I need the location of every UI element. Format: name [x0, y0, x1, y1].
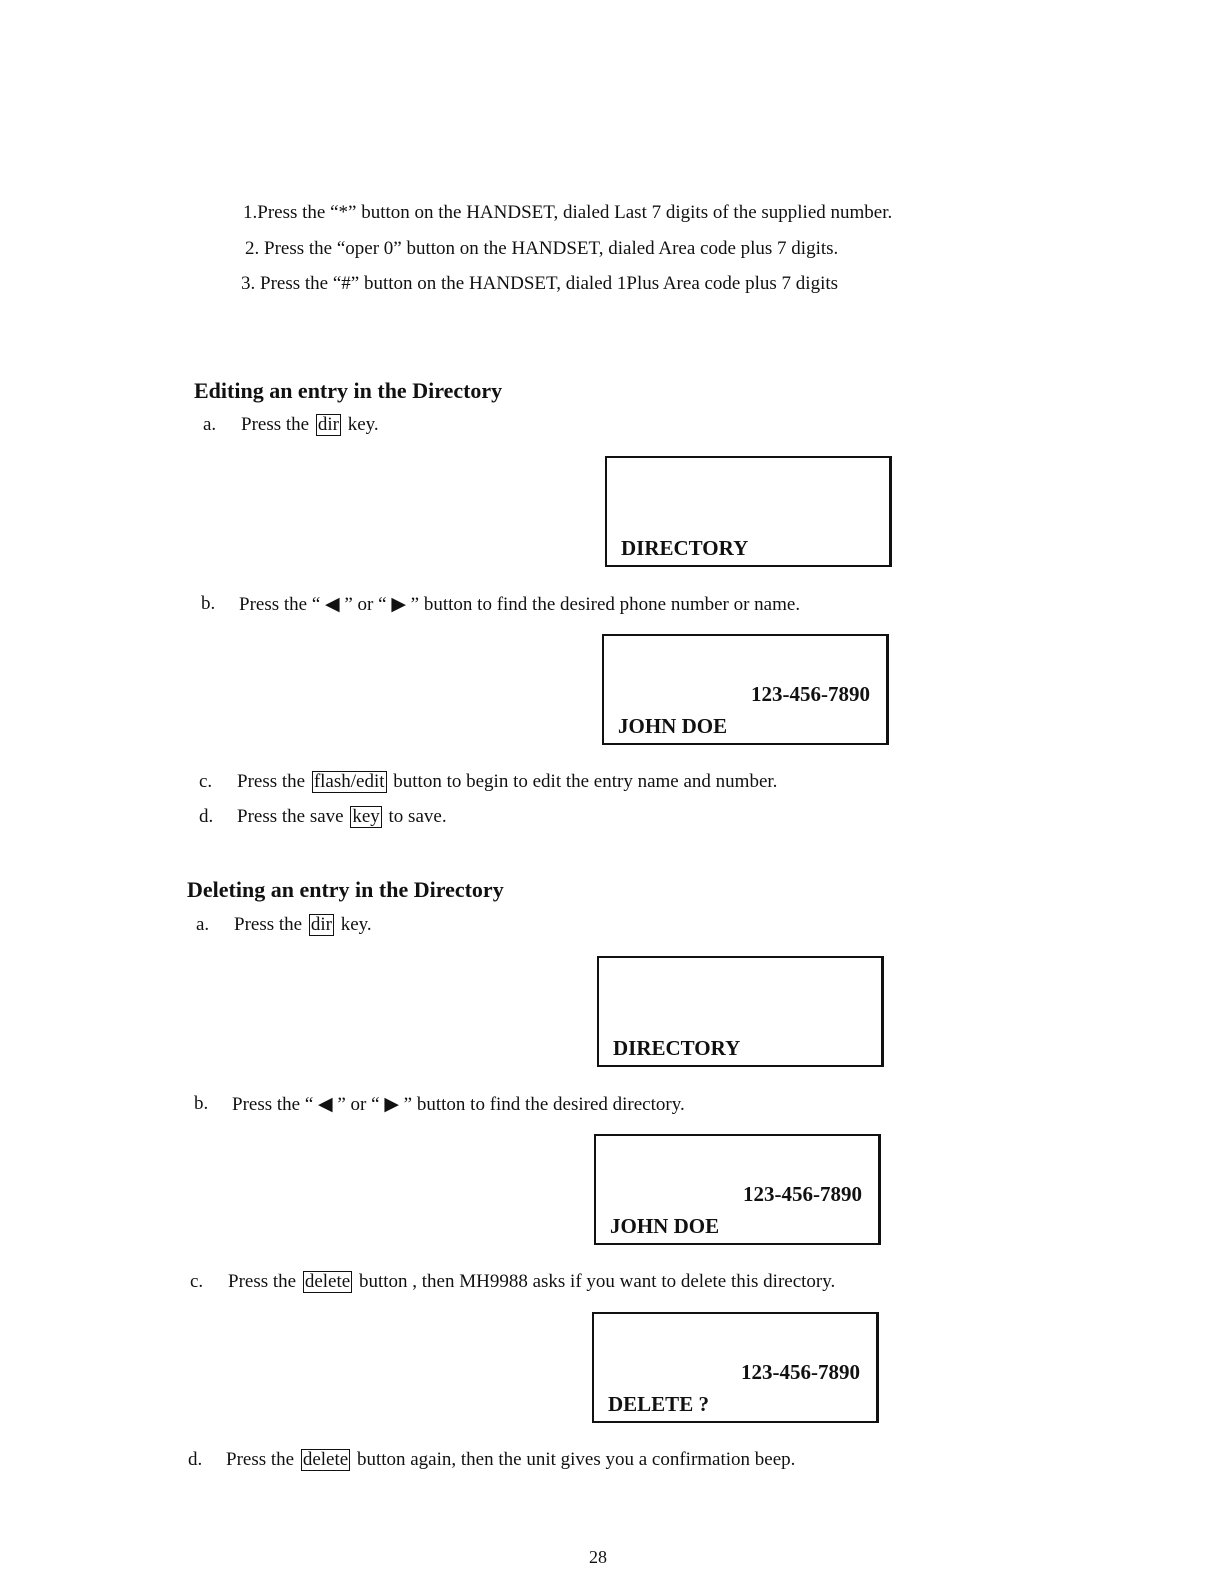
editing-step-c	[199, 771, 899, 795]
step-text-post: button again, then the unit gives you a confirmation beep.	[352, 1449, 796, 1470]
lcd-display-entry	[594, 1134, 881, 1245]
step-text-post: button to begin to edit the entry name and number.	[388, 771, 778, 792]
step-text-pre: Press the save	[237, 806, 349, 827]
step-text-pre: Press the	[234, 914, 307, 935]
lcd-line-2: DELETE ?	[608, 1392, 709, 1416]
editing-step-b	[201, 593, 901, 617]
step-marker: b.	[194, 1093, 209, 1114]
deleting-step-b	[194, 1093, 894, 1117]
lcd-line-2: DIRECTORY	[613, 1036, 741, 1060]
step-text: Press the “ ◀ ” or “ ▶ ” button to find the desired directory.	[232, 1094, 685, 1115]
lcd-line-2: JOHN DOE	[610, 1214, 720, 1238]
step-marker: d.	[199, 806, 214, 827]
lcd-display-entry	[602, 634, 889, 745]
lcd-line-1: 123-456-7890	[741, 1360, 860, 1384]
step-marker: a.	[203, 414, 217, 435]
step-text-post: to save.	[383, 806, 447, 827]
lcd-display-delete-prompt	[592, 1312, 879, 1423]
step-text-pre: Press the	[228, 1271, 301, 1292]
intro-step-2: 2. Press the “oper 0” button on the HANDSET, dialed Area code plus 7 digits.	[245, 238, 839, 259]
editing-step-d	[199, 806, 899, 830]
delete-key: delete	[304, 1271, 351, 1292]
deleting-step-c	[190, 1271, 910, 1295]
page-number: 28	[589, 1547, 607, 1567]
editing-step-a	[203, 414, 903, 438]
step-text-post: button , then MH9988 asks if you want to delete this directory.	[354, 1271, 836, 1292]
lcd-line-1: 123-456-7890	[751, 682, 870, 706]
intro-step-3: 3. Press the “#” button on the HANDSET, dialed 1Plus Area code plus 7 digits	[241, 273, 839, 294]
lcd-display-directory	[605, 456, 892, 567]
lcd-display-directory	[597, 956, 884, 1067]
step-marker: b.	[201, 593, 216, 614]
delete-key: delete	[302, 1449, 349, 1470]
dir-key: dir	[317, 414, 339, 435]
step-text: Press the “ ◀ ” or “ ▶ ” button to find the desired phone number or name.	[239, 594, 801, 615]
step-marker: c.	[190, 1271, 204, 1292]
step-text-pre: Press the	[226, 1449, 299, 1470]
step-marker: c.	[199, 771, 213, 792]
deleting-heading: Deleting an entry in the Directory	[187, 877, 504, 902]
deleting-step-a	[196, 914, 896, 938]
lcd-line-2: DIRECTORY	[621, 536, 749, 560]
lcd-line-1: 123-456-7890	[743, 1182, 862, 1206]
step-text-pre: Press the	[237, 771, 310, 792]
save-key: key	[352, 806, 380, 827]
step-text-post: key.	[342, 414, 379, 435]
lcd-line-2: JOHN DOE	[618, 714, 728, 738]
intro-step-1: 1.Press the “*” button on the HANDSET, dialed Last 7 digits of the supplied number.	[243, 202, 893, 223]
flash-edit-key: flash/edit	[313, 771, 385, 792]
editing-heading: Editing an entry in the Directory	[194, 378, 503, 403]
step-marker: a.	[196, 914, 210, 935]
step-marker: d.	[188, 1449, 203, 1470]
step-text-post: key.	[335, 914, 372, 935]
deleting-step-d	[188, 1449, 908, 1473]
dir-key: dir	[310, 914, 332, 935]
step-text-pre: Press the	[241, 414, 314, 435]
